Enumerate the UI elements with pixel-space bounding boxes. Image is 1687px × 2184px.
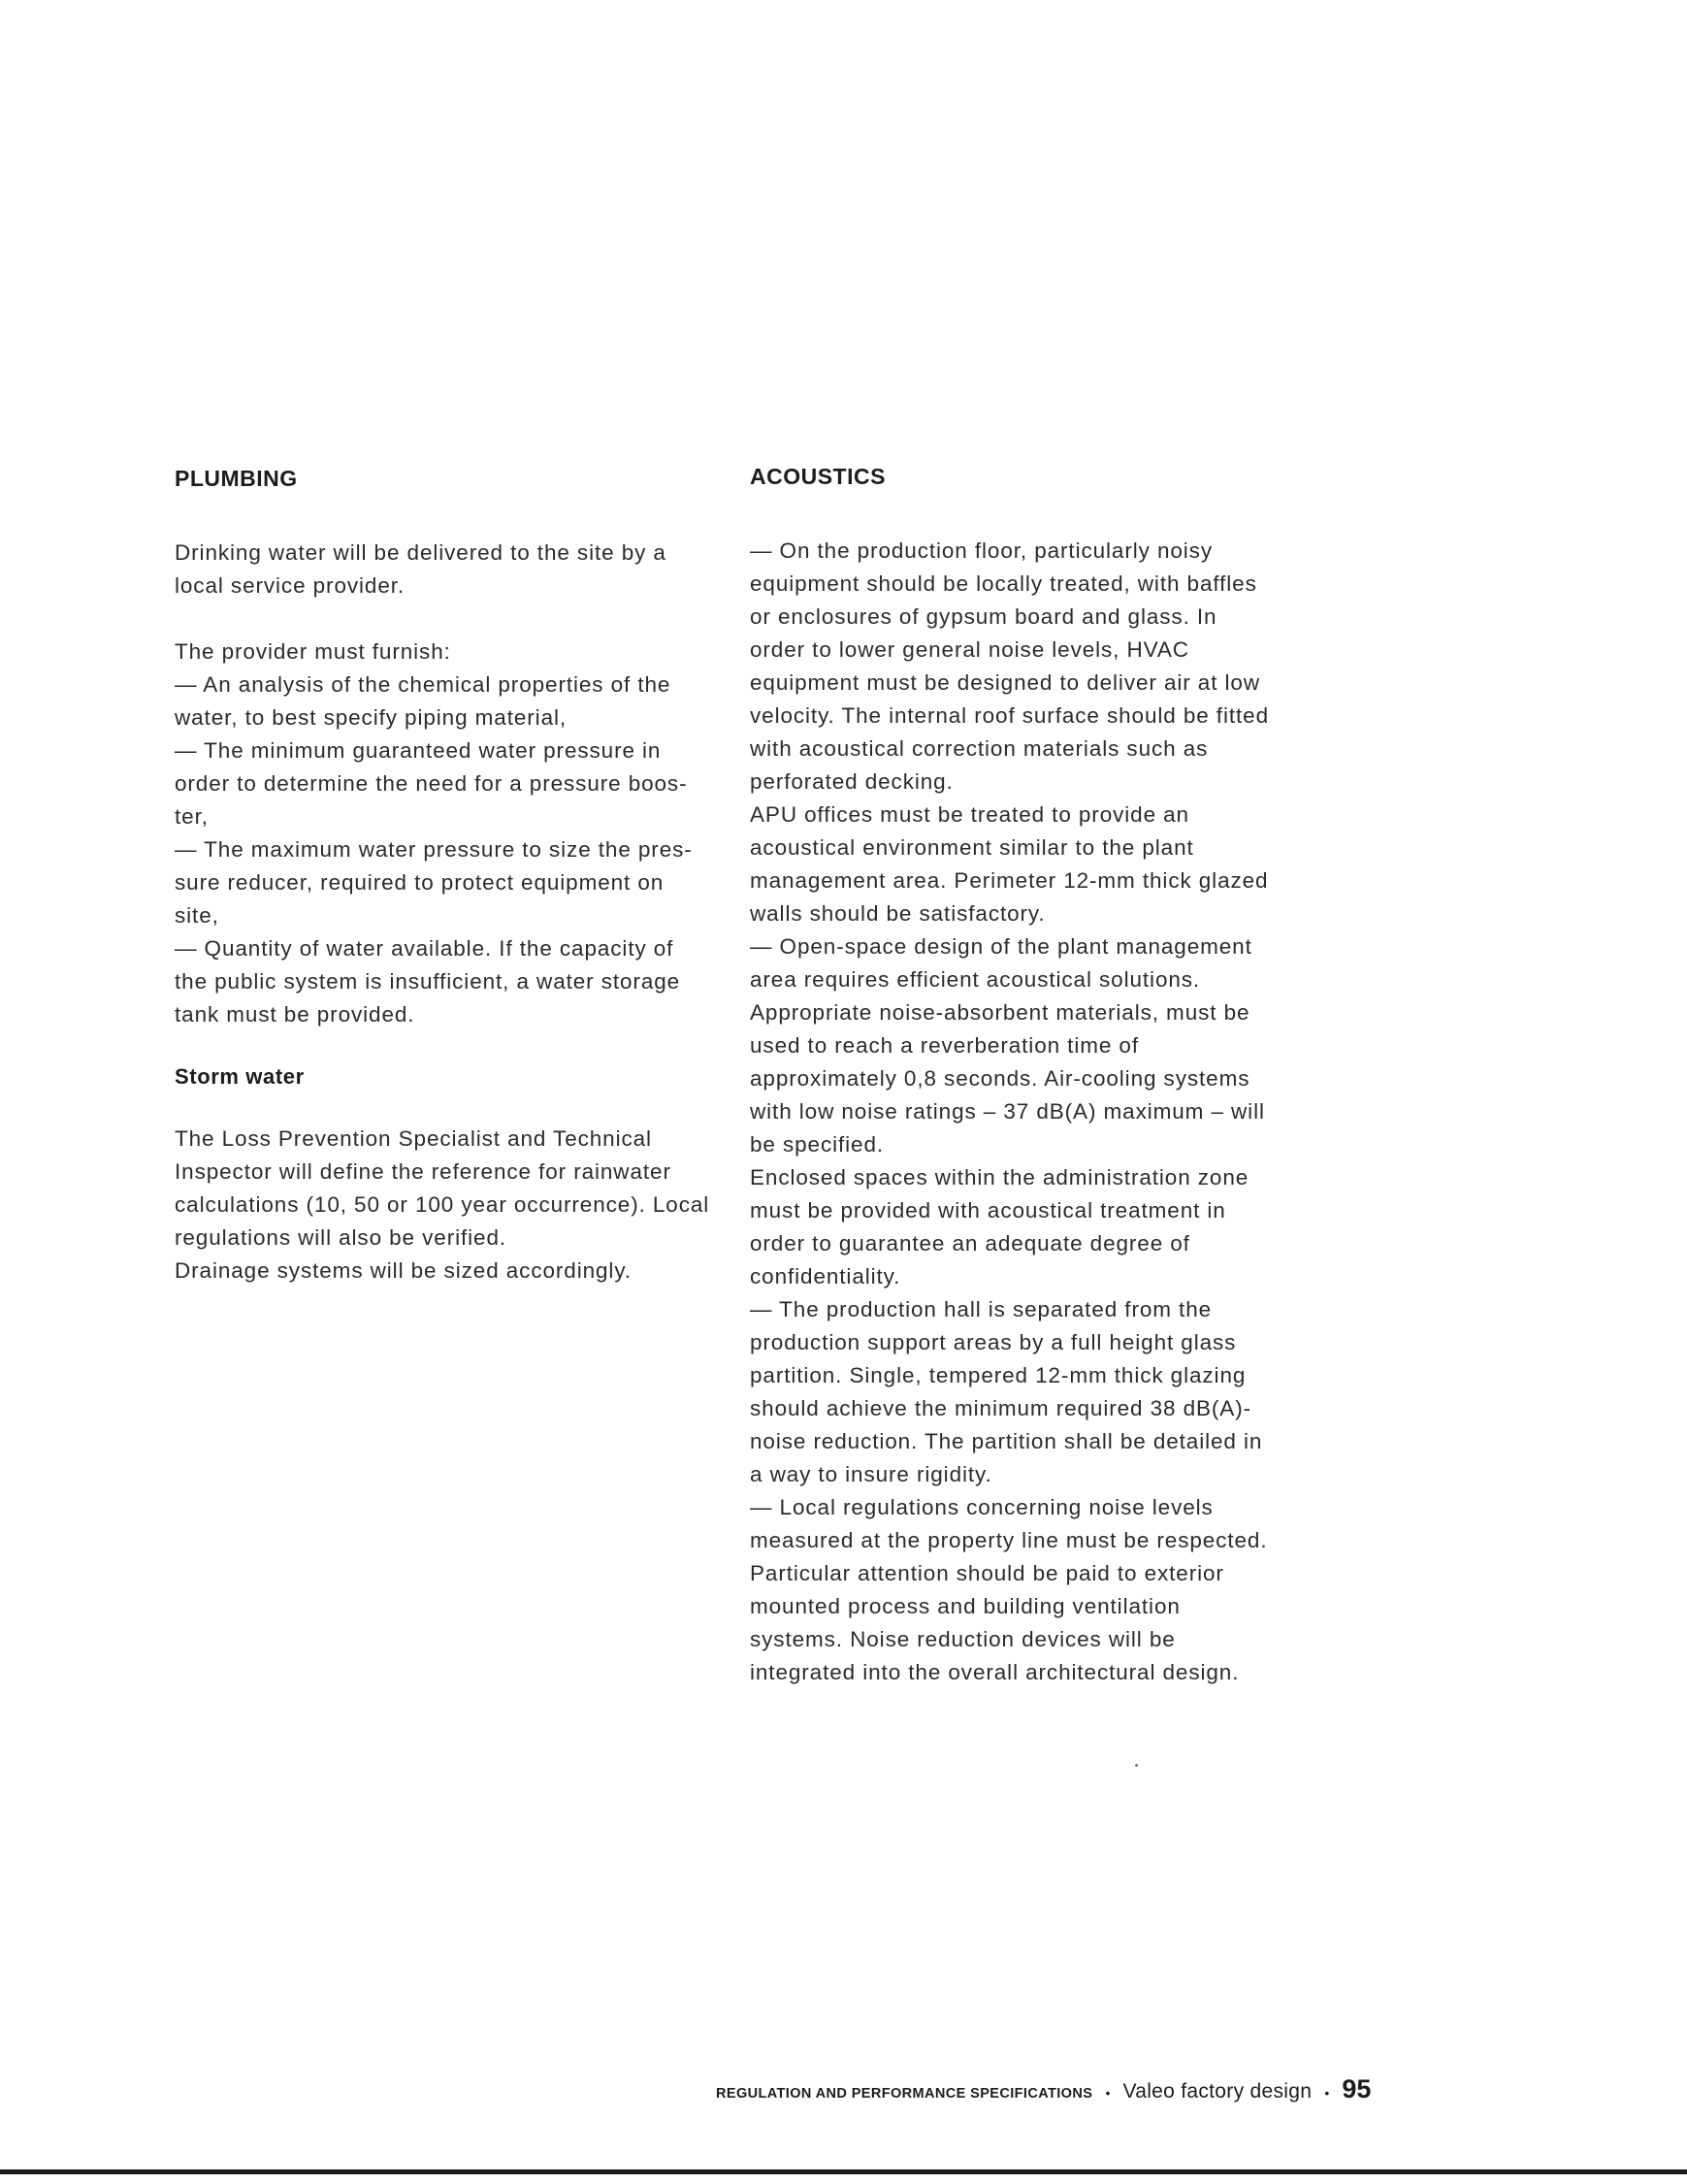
page-number: 95 — [1342, 2074, 1372, 2103]
storm-water-paragraph: The Loss Prevention Specialist and Technical Inspector will define the reference for rainwater calculations (10, 50 or 100 year occurrence). Local regulations will also be verified. Drainage systems will be sized accordingly. — [175, 1126, 710, 1283]
acoustics-heading: ACOUSTICS — [750, 464, 886, 489]
footer-section-title: REGULATION AND PERFORMANCE SPECIFICATIONS — [716, 2086, 1093, 2102]
bottom-rule — [0, 2169, 1687, 2174]
acoustics-column — [750, 464, 1322, 1689]
footer-bullet-2: • — [1324, 2085, 1330, 2101]
storm-water-heading: Storm water — [175, 1064, 305, 1089]
acoustics-body: — On the production floor, particularly noisy equipment should be locally treated, with baffles or enclosures of gypsum board and glass. In order to lower general noise levels, HVAC equipment must be designed to deliver air at low velocity. The internal roof surface should be fitted with acoustical correction materials such as perforated decking. APU offices must be treated to provide an acoustical environment similar to the plant management area. Perimeter 12-mm thick glazed walls should be satisfactory. — Open-space design of the plant management area requires efficient acoustical solutions. Appropriate noise-absorbent materials, must be used to reach a reverberation time of approximately 0,8 seconds. Air-cooling systems with low noise ratings – 37 dB(A) maximum – will be specified. Enclosed spaces within the administration zone must be provided with acoustical treatment in order to guarantee an adequate degree of confidentiality. — The production hall is separated from the production support areas by a full height glass partition. Single, tempered 12-mm thick glazing should achieve the minimum required 38 dB(A)- noise reduction. The partition shall be detailed in a way to insure rigidity. — Local regulations concerning noise levels measured at the property line must be respected. Particular attention should be paid to exterior mounted process and building ventilation systems. Noise reduction devices will be integrated into the overall architectural design. — [750, 538, 1269, 1684]
footer-publication: Valeo factory design — [1122, 2080, 1313, 2103]
page-footer — [716, 2074, 1371, 2104]
scan-speck — [1135, 1764, 1138, 1767]
plumbing-column — [175, 466, 737, 1288]
footer-bullet: • — [1105, 2085, 1111, 2101]
plumbing-paragraph-2: The provider must furnish: — An analysis of the chemical properties of the water, to best specify piping material, — The minimum guaranteed water pressure in order to determine the need for a pressure boos- ter, — The maximum water pressure to size the pres- sure reducer, required to protect equipment on site, — Quantity of water available. If the capacity of the public system is insufficient, a water storage tank must be provided. — [175, 639, 693, 1027]
plumbing-paragraph-1: Drinking water will be delivered to the site by a local service provider. — [175, 540, 666, 598]
plumbing-heading: PLUMBING — [175, 466, 298, 491]
